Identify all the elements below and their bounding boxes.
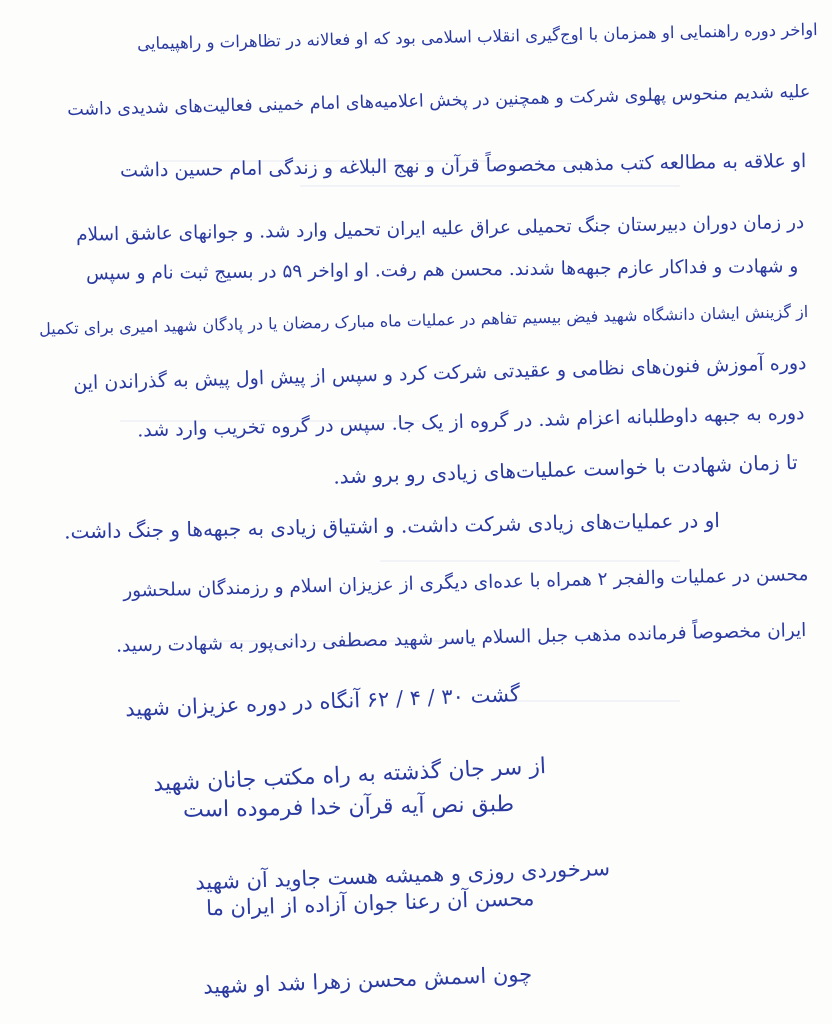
- text-line-1: اواخر دوره راهنمایی او همزمان با اوج‌گیری انقلاب اسلامی بود که او فعالانه در تظاهرات و راهپیمایی: [137, 20, 819, 54]
- text-line-10: او در عملیات‌های زیادی شرکت داشت. و اشتیاق زیادی به جبهه‌ها و جنگ داشت.: [64, 508, 721, 544]
- text-line-3: او علاقه به مطالعه کتب مذهبی مخصوصاً قرآن و نهج البلاغه و زندگی امام حسین داشت: [119, 150, 807, 182]
- text-line-2: علیه شدیم منحوس پهلوی شرکت و همچنین در پخش اعلامیه‌های امام خمینی فعالیت‌های شدیدی داشت: [66, 82, 811, 121]
- text-line-5: و شهادت و فداکار عازم جبهه‌ها شدند. محسن هم رفت. او اواخر ۵۹ در بسیج ثبت نام و سپس: [85, 256, 799, 285]
- text-line-12: ایران مخصوصاً فرمانده مذهب جبل السلام یاسر شهید مصطفی ردانی‌پور به شهادت رسید.: [115, 620, 807, 657]
- text-line-11: محسن در عملیات والفجر ۲ همراه با عده‌ای دیگری از عزیزان اسلام و رزمندگان سلحشور: [122, 564, 809, 602]
- text-line-15: طبق نص آیه قرآن خدا فرموده است: [182, 792, 515, 823]
- text-line-14: از سر جان گذشته به راه مکتب جانان شهید: [152, 754, 547, 797]
- text-line-9: تا زمان شهادت با خواست عملیات‌های زیادی رو برو شد.: [333, 450, 799, 489]
- text-line-18: چون اسمش محسن زهرا شد او شهید: [202, 962, 533, 999]
- text-line-7: دوره آموزش فنون‌های نظامی و عقیدتی شرکت کرد و سپس از پیش اول پیش به گذراندن این: [72, 352, 807, 395]
- text-line-17: محسن آن رعنا جوان آزاده از ایران ما: [205, 886, 535, 921]
- text-line-16: سرخوردی روزی و همیشه هست جاوید آن شهید: [194, 856, 611, 895]
- text-line-6: از گزینش ایشان دانشگاه شهید فیض بیسیم تفاهم در عملیات ماه مبارک رمضان یا در پادگان شهید امیری برای تکمیل: [38, 302, 809, 339]
- text-line-13: گشت ۳۰ / ۴ / ۶۲ آنگاه در دوره عزیزان شهید: [124, 682, 521, 722]
- text-line-8: دوره به جبهه داوطلبانه اعزام شد. در گروه از یک جا. سپس در گروه تخریب وارد شد.: [136, 402, 805, 442]
- text-line-4: در زمان دوران دبیرستان جنگ تحمیلی عراق علیه ایران تحمیل وارد شد. و جوانهای عاشق اسلام: [75, 212, 805, 246]
